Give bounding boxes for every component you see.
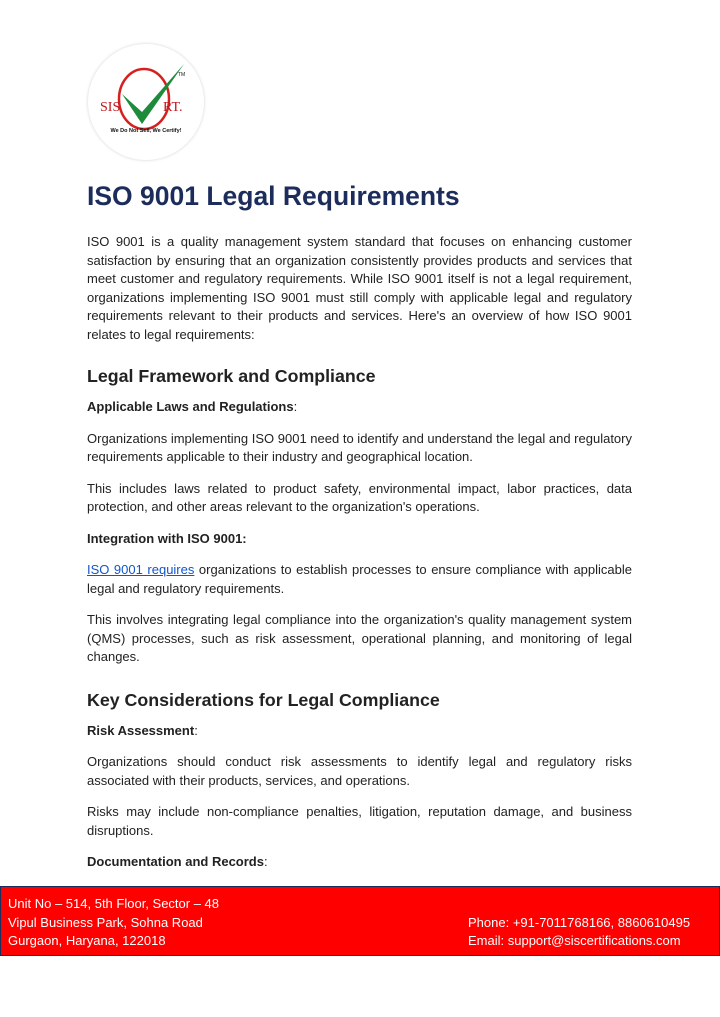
logo-brand-right: RT. <box>163 100 183 115</box>
document-body <box>87 176 632 885</box>
logo-graphic <box>88 44 204 160</box>
footer-address <box>8 895 219 951</box>
footer-email: Email: support@siscertifications.com <box>468 933 681 948</box>
paragraph-applicable-laws-2: This includes laws related to product safety, environmental impact, labor practices, data protection, and other areas relevant to the organization's operations. <box>87 480 632 514</box>
page-title: ISO 9001 Legal Requirements <box>87 181 460 211</box>
subheading-documentation-text: Documentation and Records <box>87 854 264 869</box>
logo-trademark: TM <box>178 72 186 78</box>
section-heading-legal-framework: Legal Framework and Compliance <box>87 366 376 386</box>
colon: : <box>194 722 198 738</box>
paragraph-risk-2: Risks may include non-compliance penalties, litigation, reputation damage, and business disruptions. <box>87 804 632 838</box>
colon: : <box>293 399 298 414</box>
paragraph-integration-2: This involves integrating legal compliance into the organization's quality management system (QMS) processes, such as risk assessment, operational planning, and monitoring of legal changes. <box>87 612 632 664</box>
subheading-risk-assessment <box>87 722 632 741</box>
subheading-applicable-laws-text: Applicable Laws and Regulations <box>87 399 294 414</box>
iso-9001-requires-link[interactable]: ISO 9001 requires <box>87 562 195 577</box>
footer-address-line1: Unit No – 514, 5th Floor, Sector – 48 <box>8 896 220 911</box>
footer-contact <box>468 914 690 951</box>
section-heading-key-considerations: Key Considerations for Legal Compliance <box>87 689 440 710</box>
subheading-integration-text: Integration with ISO 9001: <box>87 530 247 546</box>
company-logo <box>88 44 204 160</box>
subheading-risk-assessment-text: Risk Assessment <box>87 722 195 738</box>
footer-phone: Phone: +91-7011768166, 8860610495 <box>468 914 691 930</box>
logo-tagline: We Do Not Sell, We Certify! <box>110 128 182 134</box>
logo-brand-left: SIS <box>100 100 121 115</box>
footer-address-line3: Gurgaon, Haryana, 122018 <box>8 933 166 948</box>
subheading-documentation <box>87 853 632 872</box>
paragraph-integration-1-text: organizations to establish processes to ensure compliance with applicable legal and regulatory requirements. <box>87 562 632 596</box>
paragraph-risk-1: Organizations should conduct risk assessments to identify legal and regulatory risks associated with their products, services, and operations. <box>87 754 632 788</box>
paragraph-integration-1 <box>87 561 632 598</box>
subheading-integration <box>87 530 632 549</box>
intro-paragraph: ISO 9001 is a quality management system standard that focuses on enhancing customer satisfaction by ensuring that an organization consistently provides products and services that meet customer and regulatory requirements. While ISO 9001 itself is not a legal requirement, organizations implementing ISO 9001 must still comply with applicable legal and regulatory requirements relevant to their products and services. Here's an overview of how ISO 9001 relates to legal requirements: <box>87 234 632 342</box>
colon: : <box>263 854 268 869</box>
footer-contact-bar <box>0 886 720 956</box>
subheading-applicable-laws <box>87 398 632 417</box>
paragraph-applicable-laws-1: Organizations implementing ISO 9001 need to identify and understand the legal and regulatory requirements applicable to their industry and geographical location. <box>87 430 632 464</box>
footer-address-line2: Vipul Business Park, Sohna Road <box>8 914 203 930</box>
